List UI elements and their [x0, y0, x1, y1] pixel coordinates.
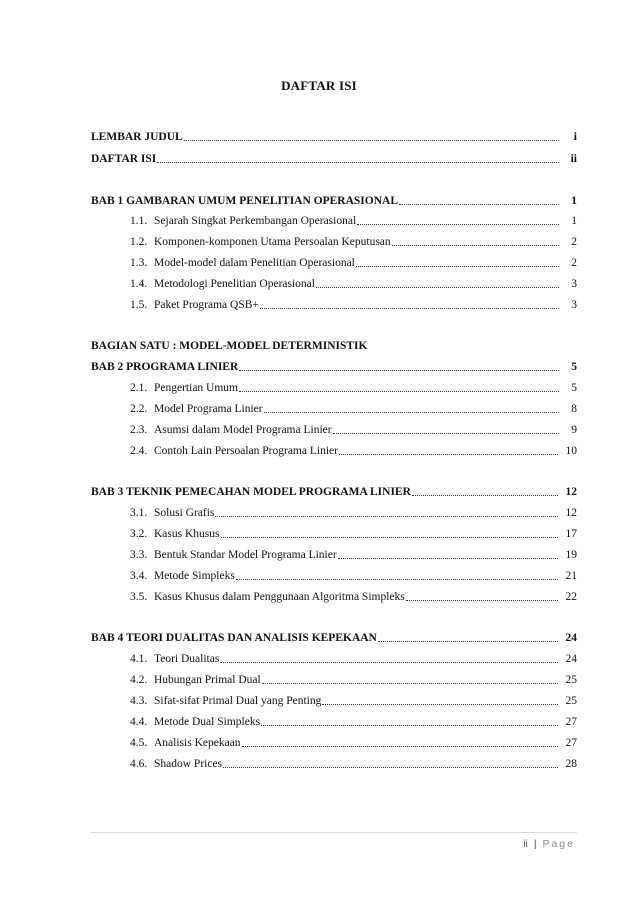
toc-entry-title: Analisis Kepekaan [154, 737, 241, 749]
dot-leader [260, 307, 559, 309]
toc-entry-number: 3.4. [130, 570, 148, 582]
dot-leader [239, 369, 559, 371]
footer-page-word: Page [542, 838, 575, 850]
toc-page-number: 9 [571, 424, 577, 436]
toc-page-number: 2 [571, 236, 577, 248]
toc-entry [91, 358, 577, 374]
toc-subentry [91, 734, 577, 750]
toc-entry-number: 4.3. [130, 695, 148, 707]
dot-leader [392, 244, 559, 246]
toc-entry-title: BAB 3 TEKNIK PEMECAHAN MODEL PROGRAMA LINIER [91, 486, 411, 498]
toc-page-number: 5 [571, 361, 577, 373]
toc-entry-title: Contoh Lain Persoalan Programa Linier [154, 445, 338, 457]
toc-page-number: 19 [565, 549, 577, 561]
toc-entry-title: Kasus Khusus [154, 528, 220, 540]
dot-leader [215, 515, 557, 517]
toc-entry-number: 3.1. [130, 507, 148, 519]
toc-entry-title: Metode Simpleks [154, 570, 235, 582]
toc-subentry [91, 296, 577, 312]
toc-page-number: ii [570, 153, 577, 165]
dot-leader [412, 494, 558, 496]
dot-leader [322, 703, 557, 705]
toc-entry-title: BAB 1 GAMBARAN UMUM PENELITIAN OPERASIONAL [91, 195, 399, 207]
toc-entry-title: Asumsi dalam Model Programa Linier [154, 424, 332, 436]
toc-entry-number: 1.3. [130, 257, 148, 269]
toc-page-number: 24 [565, 632, 577, 644]
dot-leader [184, 139, 559, 141]
toc-subentry [91, 525, 577, 541]
toc-entry-title: Pengertian Umum [154, 382, 238, 394]
toc-subentry [91, 650, 577, 666]
toc-entry-title: BAB 4 TEORI DUALITAS DAN ANALISIS KEPEKAAN [91, 632, 377, 644]
dot-leader [356, 265, 559, 267]
toc-page-number: 17 [565, 528, 577, 540]
toc-page-number: 10 [565, 445, 577, 457]
toc-entry-title: Model Programa Linier [154, 403, 263, 415]
toc-entry-title: Hubungan Primal Dual [154, 674, 261, 686]
dot-leader [339, 453, 558, 455]
toc-page-number: 21 [565, 570, 577, 582]
toc-entry-title: Teori Dualitas [154, 653, 220, 665]
toc-entry-number: 4.2. [130, 674, 148, 686]
footer-divider [91, 832, 577, 833]
dot-leader [262, 682, 558, 684]
toc-entry-number: 4.5. [130, 737, 148, 749]
dot-leader [264, 411, 559, 413]
toc-subentry [91, 379, 577, 395]
dot-leader [239, 390, 559, 392]
toc-page-number: 3 [571, 278, 577, 290]
dot-leader [220, 661, 557, 663]
toc-entry-title: Metodologi Penelitian Operasional [154, 278, 315, 290]
dot-leader [399, 203, 559, 205]
dot-leader [236, 578, 558, 580]
page-footer [523, 838, 575, 850]
toc-subentry [91, 400, 577, 416]
toc-page-number: 22 [565, 591, 577, 603]
toc-page-number: 5 [571, 382, 577, 394]
toc-page-number: 27 [565, 716, 577, 728]
toc-entry [91, 483, 577, 499]
toc-entry-title: BAGIAN SATU : MODEL-MODEL DETERMINISTIK [91, 340, 368, 352]
toc-entry-title: Metode Dual Simpleks [154, 716, 261, 728]
toc-section-heading [91, 337, 577, 353]
toc-page-number: 28 [565, 758, 577, 770]
toc-entry-number: 4.4. [130, 716, 148, 728]
toc-entry-title: Bentuk Standar Model Programa Linier [154, 549, 337, 561]
toc-page-number: 12 [565, 507, 577, 519]
toc-page-number: 1 [571, 215, 577, 227]
dot-leader [316, 286, 559, 288]
toc-entry-title: LEMBAR JUDUL [91, 131, 183, 143]
toc-entry-number: 4.1. [130, 653, 148, 665]
toc-entry-title: Sifat-sifat Primal Dual yang Penting [154, 695, 322, 707]
toc-page-number: 25 [565, 695, 577, 707]
toc-entry-number: 1.2. [130, 236, 148, 248]
toc-subentry [91, 233, 577, 249]
toc-entry-number: 4.6. [130, 758, 148, 770]
toc-entry-title: Shadow Prices [154, 758, 223, 770]
dot-leader [242, 745, 558, 747]
toc-page-number: i [573, 131, 577, 143]
dot-leader [223, 766, 557, 768]
toc-entry [91, 629, 577, 645]
toc-entry-number: 3.5. [130, 591, 148, 603]
toc-subentry [91, 421, 577, 437]
toc-subentry [91, 567, 577, 583]
toc-page-number: 25 [565, 674, 577, 686]
toc-page-number: 8 [571, 403, 577, 415]
toc-entry-number: 2.1. [130, 382, 148, 394]
toc-entry-title: DAFTAR ISI [91, 153, 157, 165]
dot-leader [157, 161, 559, 163]
toc-entry-title: Model-model dalam Penelitian Operasional [154, 257, 355, 269]
toc-entry-title: Paket Programa QSB+ [154, 299, 259, 311]
toc-subentry [91, 713, 577, 729]
toc-subentry [91, 442, 577, 458]
toc-subentry [91, 588, 577, 604]
toc-entry-number: 2.4. [130, 445, 148, 457]
toc-page-number: 27 [565, 737, 577, 749]
footer-separator: | [533, 838, 537, 850]
toc-subentry [91, 755, 577, 771]
dot-leader [261, 724, 557, 726]
toc-entry-number: 1.4. [130, 278, 148, 290]
toc-entry-number: 1.5. [130, 299, 148, 311]
toc-entry [91, 150, 577, 166]
dot-leader [338, 557, 558, 559]
toc-entry-number: 3.2. [130, 528, 148, 540]
toc-page-number: 1 [571, 195, 577, 207]
dot-leader [357, 223, 559, 225]
toc-subentry [91, 671, 577, 687]
dot-leader [406, 599, 558, 601]
toc-entry-number: 2.2. [130, 403, 148, 415]
toc-entry-number: 1.1. [130, 215, 148, 227]
toc-entry-title: BAB 2 PROGRAMA LINIER [91, 361, 239, 373]
dot-leader [333, 432, 559, 434]
toc-page-number: 2 [571, 257, 577, 269]
toc-entry-number: 2.3. [130, 424, 148, 436]
toc-page-number: 12 [565, 486, 577, 498]
toc-subentry [91, 546, 577, 562]
toc-entry [91, 128, 577, 144]
toc-entry-title: Komponen-komponen Utama Persoalan Keputusan [154, 236, 391, 248]
footer-page-number: ii [523, 838, 528, 850]
toc-entry-title: Sejarah Singkat Perkembangan Operasional [154, 215, 357, 227]
toc-entry-number: 3.3. [130, 549, 148, 561]
toc-subentry [91, 692, 577, 708]
dot-leader [221, 536, 558, 538]
toc-subentry [91, 504, 577, 520]
toc-entry-title: Solusi Grafis [154, 507, 215, 519]
toc-entry [91, 192, 577, 208]
page-title: DAFTAR ISI [281, 78, 357, 93]
toc-page-number: 24 [565, 653, 577, 665]
dot-leader [378, 640, 558, 642]
toc-subentry [91, 254, 577, 270]
toc-page-number: 3 [571, 299, 577, 311]
toc-subentry [91, 212, 577, 228]
toc-entry-title: Kasus Khusus dalam Penggunaan Algoritma Simpleks [154, 591, 405, 603]
toc-subentry [91, 275, 577, 291]
